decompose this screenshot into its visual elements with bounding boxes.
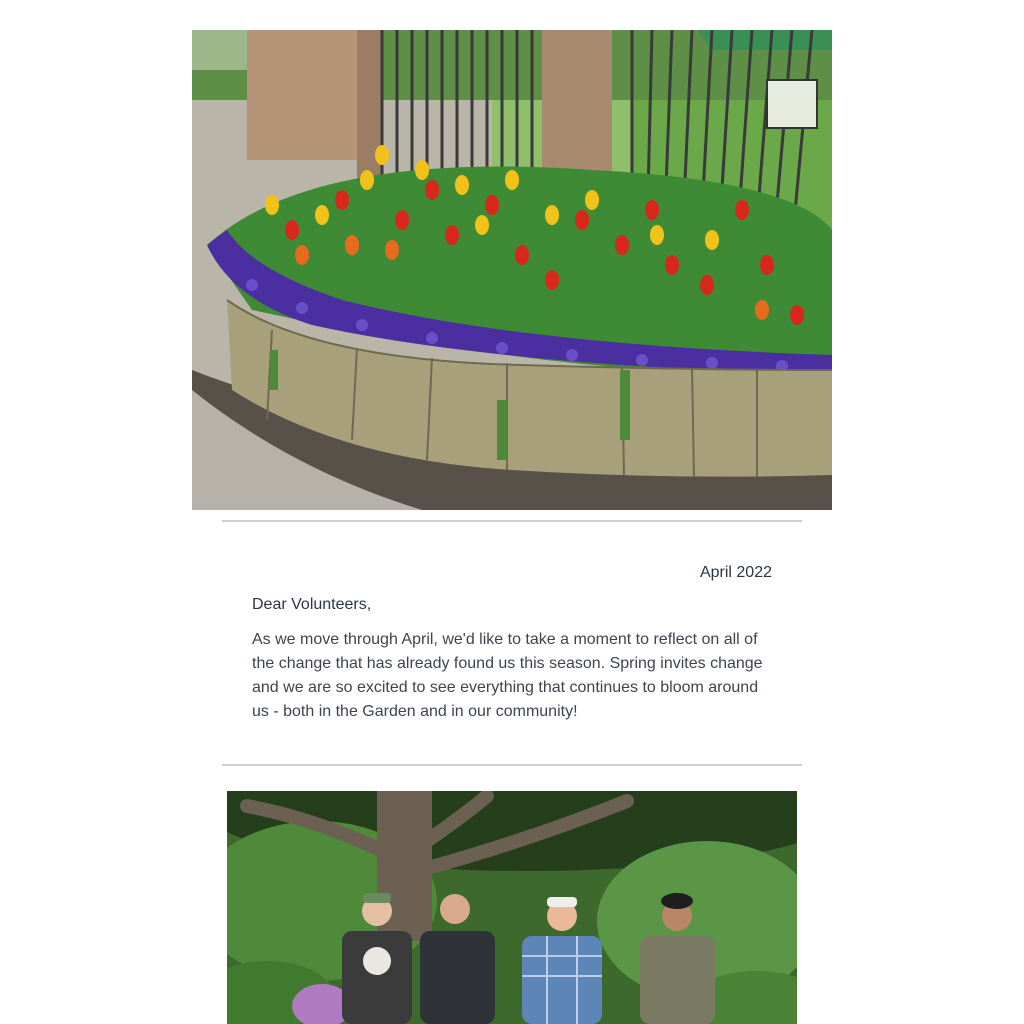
divider-top: [222, 520, 802, 522]
header-image: [192, 30, 832, 510]
letter-greeting: Dear Volunteers,: [252, 596, 372, 613]
volunteer-photo: [227, 791, 797, 1024]
divider-bottom: [222, 764, 802, 766]
volunteers-illustration: [227, 791, 797, 1024]
letter-date: April 2022: [699, 564, 772, 581]
letter-body: As we move through April, we'd like to take a moment to reflect on all of the change that has already found us this season. Spring invites change and we are so excited to see everything that continues to bloom around us - both in the Garden and in our community!: [252, 631, 763, 720]
flower-bed-illustration: [192, 30, 832, 510]
